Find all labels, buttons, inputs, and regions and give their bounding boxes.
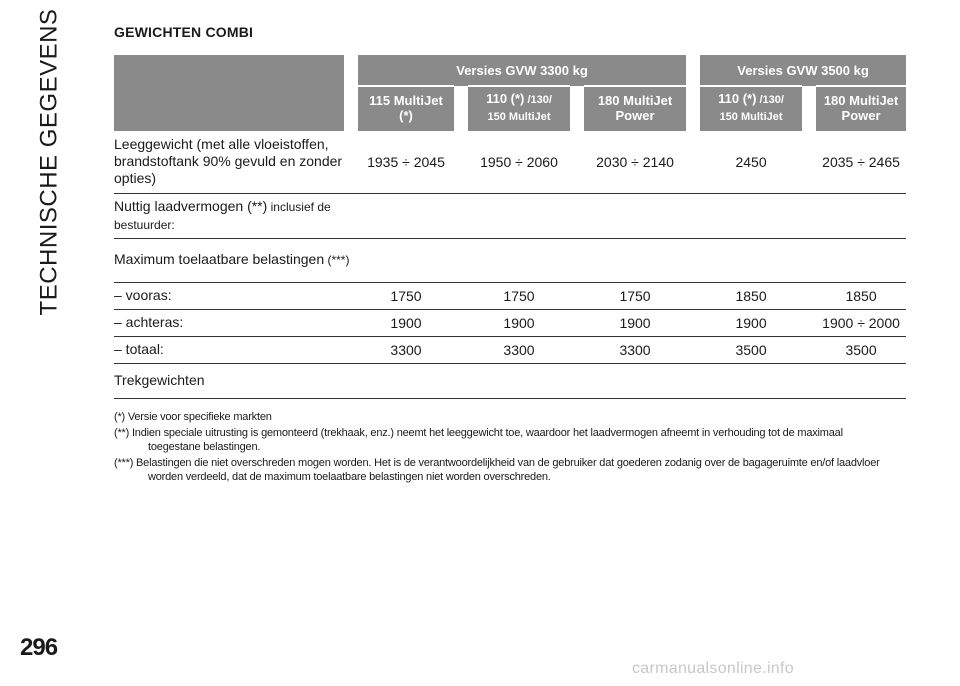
weights-table (114, 55, 906, 399)
table-row (114, 131, 906, 193)
table-row (114, 363, 906, 398)
row-value: 3500 (816, 336, 906, 363)
row-value: 1900 (468, 309, 570, 336)
row-value: 1950 ÷ 2060 (468, 131, 570, 193)
variant-header: 115 MultiJet (*) (358, 86, 454, 131)
row-value: 1750 (468, 282, 570, 309)
row-value: 2030 ÷ 2140 (584, 131, 686, 193)
row-value: 1900 (700, 309, 802, 336)
footnote-3: (***) Belastingen die niet overschreden mogen worden. Het is de verantwoordelijkheid van de gebruiker dat goederen zodanig over de bagageruimte en/of laadvloer worden verdeeld, dat de maximum toelaatbare belastingen niet worden overschreden. (114, 457, 880, 483)
page-title: GEWICHTEN COMBI (114, 24, 254, 40)
page-number: 296 (20, 634, 58, 661)
row-value: 3300 (358, 336, 454, 363)
watermark: carmanualsonline.info (632, 660, 794, 677)
table-row (114, 193, 906, 238)
group-header-3300: Versies GVW 3300 kg (358, 55, 686, 86)
footnotes (114, 410, 914, 486)
table-row (114, 309, 906, 336)
group-header-3500: Versies GVW 3500 kg (700, 55, 906, 86)
row-label: Trekgewichten (114, 363, 358, 398)
row-value: 1900 ÷ 2000 (816, 309, 906, 336)
row-value: 1750 (584, 282, 686, 309)
variant-header: 110 (*) /130/ 150 MultiJet (468, 86, 570, 131)
row-value: 3300 (584, 336, 686, 363)
row-value: 2450 (700, 131, 802, 193)
row-value: 1850 (700, 282, 802, 309)
row-label: – totaal: (114, 336, 358, 363)
section-title-vertical: TECHNISCHE GEGEVENS (35, 8, 63, 316)
row-label: Maximum toelaatbare belastingen (***) (114, 238, 358, 282)
header-blank-cell (114, 55, 344, 131)
row-value: 1935 ÷ 2045 (358, 131, 454, 193)
section-sidebar (14, 8, 84, 316)
table-row (114, 336, 906, 363)
variant-header: 180 MultiJet Power (584, 86, 686, 131)
row-value: 1900 (584, 309, 686, 336)
row-value: 2035 ÷ 2465 (816, 131, 906, 193)
row-label: – achteras: (114, 309, 358, 336)
table-row (114, 282, 906, 309)
row-value: 3300 (468, 336, 570, 363)
footnote-1: (*) Versie voor specifieke markten (114, 411, 272, 423)
row-value: 1750 (358, 282, 454, 309)
row-label: – vooras: (114, 282, 358, 309)
table-row (114, 238, 906, 282)
row-value: 1850 (816, 282, 906, 309)
header-group-row (114, 55, 906, 86)
row-label: Leeggewicht (met alle vloeistoffen, brandstoftank 90% gevuld en zonder opties) (114, 131, 358, 193)
variant-header: 110 (*) /130/ 150 MultiJet (700, 86, 802, 131)
variant-header: 180 MultiJet Power (816, 86, 906, 131)
row-value: 3500 (700, 336, 802, 363)
footnote-2: (**) Indien speciale uitrusting is gemonteerd (trekhaak, enz.) neemt het leeggewicht toe, waardoor het laadvermogen afneemt in verhouding tot de maximaal toegestane belastingen. (114, 427, 843, 453)
row-label: Nuttig laadvermogen (**) inclusief de bestuurder: (114, 193, 358, 238)
row-value: 1900 (358, 309, 454, 336)
